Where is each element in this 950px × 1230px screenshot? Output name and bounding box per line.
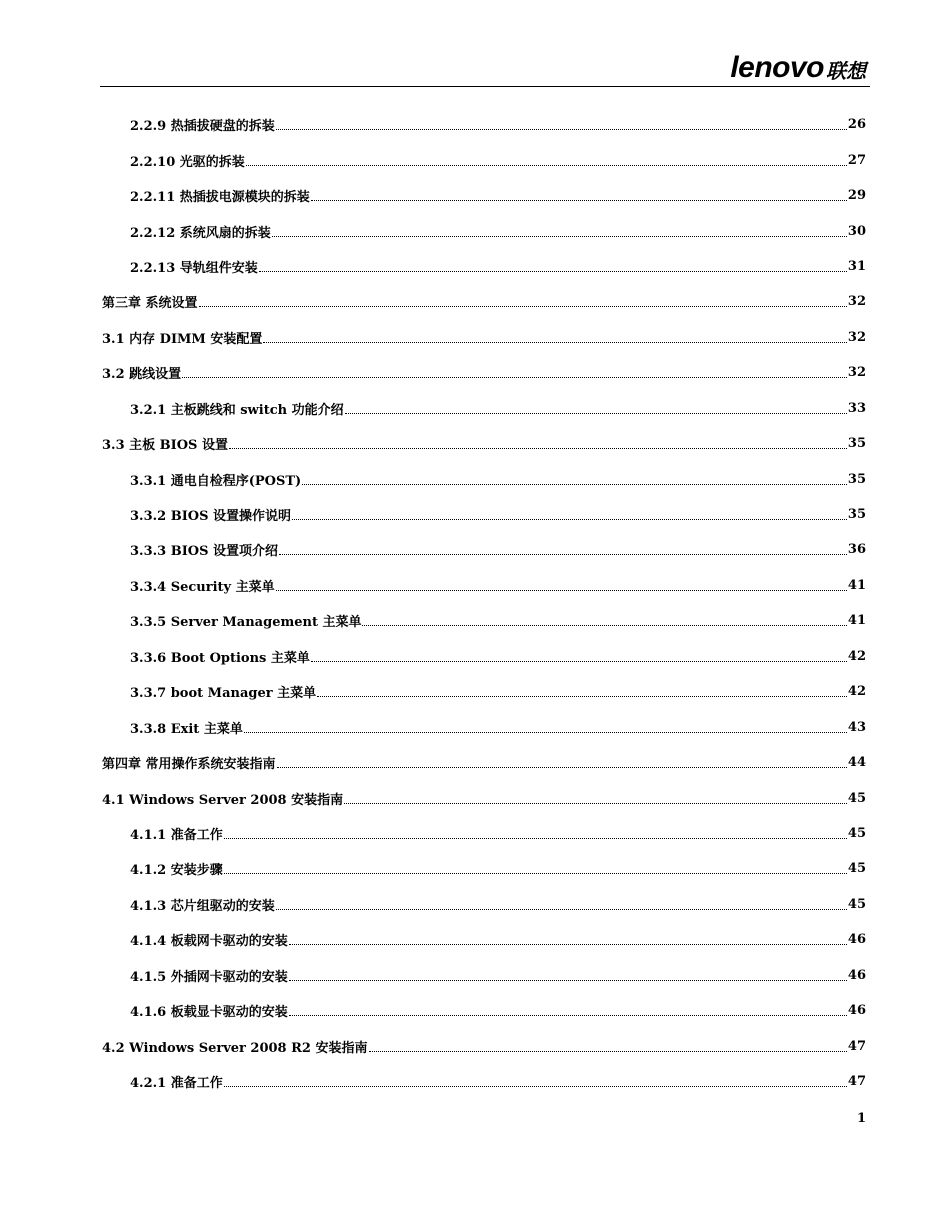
- toc-entry-title: 4.1.5 外插网卡驱动的安装: [130, 969, 288, 985]
- toc-entry[interactable]: [102, 887, 866, 922]
- logo-latin-text: lenovo: [730, 51, 824, 84]
- toc-entry-page: 30: [847, 223, 866, 239]
- toc-entry[interactable]: [102, 284, 866, 319]
- toc-entry-page: 46: [847, 967, 866, 983]
- toc-entry-title: 4.1 Windows Server 2008 安装指南: [102, 792, 344, 808]
- toc-dot-leader: [362, 625, 846, 626]
- toc-dot-leader: [344, 803, 847, 804]
- logo-chinese-text: 联想: [826, 59, 866, 83]
- toc-dot-leader: [292, 519, 847, 520]
- toc-entry[interactable]: [102, 674, 866, 709]
- toc-dot-leader: [311, 661, 847, 662]
- toc-entry-page: 27: [847, 152, 866, 168]
- toc-dot-leader: [272, 236, 847, 237]
- toc-entry-page: 35: [847, 436, 866, 452]
- toc-entry[interactable]: [102, 1064, 866, 1099]
- toc-entry-title: 4.1.4 板载网卡驱动的安装: [130, 934, 288, 950]
- toc-entry[interactable]: [102, 107, 866, 142]
- toc-entry[interactable]: [102, 745, 866, 780]
- toc-entry-title: 3.1 内存 DIMM 安装配置: [102, 331, 263, 347]
- toc-dot-leader: [276, 590, 847, 591]
- toc-entry-title: 3.3 主板 BIOS 设置: [102, 438, 228, 454]
- toc-dot-leader: [369, 1051, 847, 1052]
- toc-entry-page: 46: [847, 1003, 866, 1019]
- toc-entry-title: 4.2 Windows Server 2008 R2 安装指南: [102, 1040, 368, 1056]
- toc-entry-title: 4.2.1 准备工作: [130, 1076, 223, 1092]
- toc-dot-leader: [279, 554, 847, 555]
- toc-entry-title: 3.3.6 Boot Options 主菜单: [130, 650, 310, 666]
- toc-entry-page: 45: [847, 896, 866, 912]
- toc-entry[interactable]: [102, 461, 866, 496]
- toc-entry-page: 35: [847, 471, 866, 487]
- toc-entry-title: 4.1.1 准备工作: [130, 827, 223, 843]
- toc-dot-leader: [229, 448, 847, 449]
- toc-entry-page: 44: [847, 755, 866, 771]
- toc-entry-page: 46: [847, 932, 866, 948]
- toc-entry-page: 47: [847, 1074, 866, 1090]
- toc-entry[interactable]: [102, 355, 866, 390]
- toc-entry-page: 42: [847, 648, 866, 664]
- toc-entry-page: 26: [847, 117, 866, 133]
- toc-entry-page: 31: [847, 258, 866, 274]
- toc-dot-leader: [277, 767, 847, 768]
- toc-entry-title: 4.1.2 安装步骤: [130, 863, 223, 879]
- toc-entry[interactable]: [102, 816, 866, 851]
- toc-dot-leader: [224, 873, 847, 874]
- toc-entry[interactable]: [102, 568, 866, 603]
- page-header: [100, 52, 870, 87]
- toc-entry[interactable]: [102, 320, 866, 355]
- toc-entry[interactable]: [102, 639, 866, 674]
- toc-dot-leader: [317, 696, 847, 697]
- toc-entry-title: 3.3.4 Security 主菜单: [130, 579, 275, 595]
- toc-entry-title: 3.3.1 通电自检程序(POST): [130, 473, 302, 489]
- toc-entry-page: 35: [847, 507, 866, 523]
- toc-entry-page: 45: [847, 825, 866, 841]
- toc-entry-title: 3.3.3 BIOS 设置项介绍: [130, 544, 279, 560]
- toc-entry-title: 2.2.10 光驱的拆装: [130, 154, 245, 170]
- toc-entry-title: 2.2.11 热插拔电源模块的拆装: [130, 190, 310, 206]
- toc-dot-leader: [199, 306, 847, 307]
- toc-dot-leader: [289, 944, 847, 945]
- toc-dot-leader: [302, 484, 847, 485]
- toc-entry[interactable]: [102, 249, 866, 284]
- toc-entry-title: 3.3.2 BIOS 设置操作说明: [130, 509, 292, 525]
- toc-entry-page: 32: [847, 365, 866, 381]
- toc-dot-leader: [246, 165, 847, 166]
- toc-entry[interactable]: [102, 851, 866, 886]
- toc-entry[interactable]: [102, 603, 866, 638]
- toc-entry[interactable]: [102, 142, 866, 177]
- toc-dot-leader: [276, 129, 847, 130]
- toc-entry-title: 4.1.3 芯片组驱动的安装: [130, 898, 275, 914]
- toc-entry[interactable]: [102, 391, 866, 426]
- toc-entry-title: 3.3.5 Server Management 主菜单: [130, 615, 362, 631]
- toc-entry[interactable]: [102, 958, 866, 993]
- toc-entry-title: 第四章 常用操作系统安装指南: [102, 757, 276, 773]
- toc-entry-page: 33: [847, 400, 866, 416]
- lenovo-logo: [730, 52, 866, 86]
- toc-dot-leader: [259, 271, 847, 272]
- toc-entry-page: 45: [847, 861, 866, 877]
- toc-entry-title: 3.2.1 主板跳线和 switch 功能介绍: [130, 402, 344, 418]
- toc-dot-leader: [244, 732, 847, 733]
- toc-dot-leader: [289, 1015, 847, 1016]
- toc-entry-title: 3.3.7 boot Manager 主菜单: [130, 686, 317, 702]
- toc-entry[interactable]: [102, 426, 866, 461]
- toc-entry[interactable]: [102, 993, 866, 1028]
- toc-entry[interactable]: [102, 213, 866, 248]
- toc-entry[interactable]: [102, 922, 866, 957]
- toc-entry-page: 42: [847, 684, 866, 700]
- toc-entry[interactable]: [102, 709, 866, 744]
- toc-dot-leader: [345, 413, 847, 414]
- toc-entry-title: 3.2 跳线设置: [102, 367, 182, 383]
- toc-entry-page: 32: [847, 294, 866, 310]
- toc-entry-page: 32: [847, 329, 866, 345]
- toc-entry[interactable]: [102, 178, 866, 213]
- toc-dot-leader: [182, 377, 847, 378]
- toc-entry[interactable]: [102, 1028, 866, 1063]
- toc-dot-leader: [276, 909, 847, 910]
- toc-entry-title: 2.2.12 系统风扇的拆装: [130, 225, 271, 241]
- toc-entry-page: 29: [847, 188, 866, 204]
- toc-entry[interactable]: [102, 497, 866, 532]
- toc-dot-leader: [224, 1086, 847, 1087]
- page-number: 1: [856, 1111, 866, 1126]
- toc-entry-page: 45: [847, 790, 866, 806]
- toc-dot-leader: [311, 200, 847, 201]
- toc-entry-page: 47: [847, 1038, 866, 1054]
- toc-entry[interactable]: [102, 532, 866, 567]
- toc-entry-page: 36: [847, 542, 866, 558]
- toc-entry-page: 41: [847, 577, 866, 593]
- toc-dot-leader: [224, 838, 847, 839]
- toc-entry-page: 41: [847, 613, 866, 629]
- toc-dot-leader: [289, 980, 847, 981]
- toc-entry-title: 2.2.13 导轨组件安装: [130, 260, 258, 276]
- toc-dot-leader: [263, 342, 847, 343]
- toc-entry-title: 3.3.8 Exit 主菜单: [130, 721, 243, 737]
- toc-entry-page: 43: [847, 719, 866, 735]
- toc-entry-title: 4.1.6 板载显卡驱动的安装: [130, 1005, 288, 1021]
- table-of-contents: [102, 107, 866, 1099]
- toc-entry-title: 第三章 系统设置: [102, 296, 198, 312]
- toc-entry[interactable]: [102, 780, 866, 815]
- toc-entry-title: 2.2.9 热插拔硬盘的拆装: [130, 119, 275, 135]
